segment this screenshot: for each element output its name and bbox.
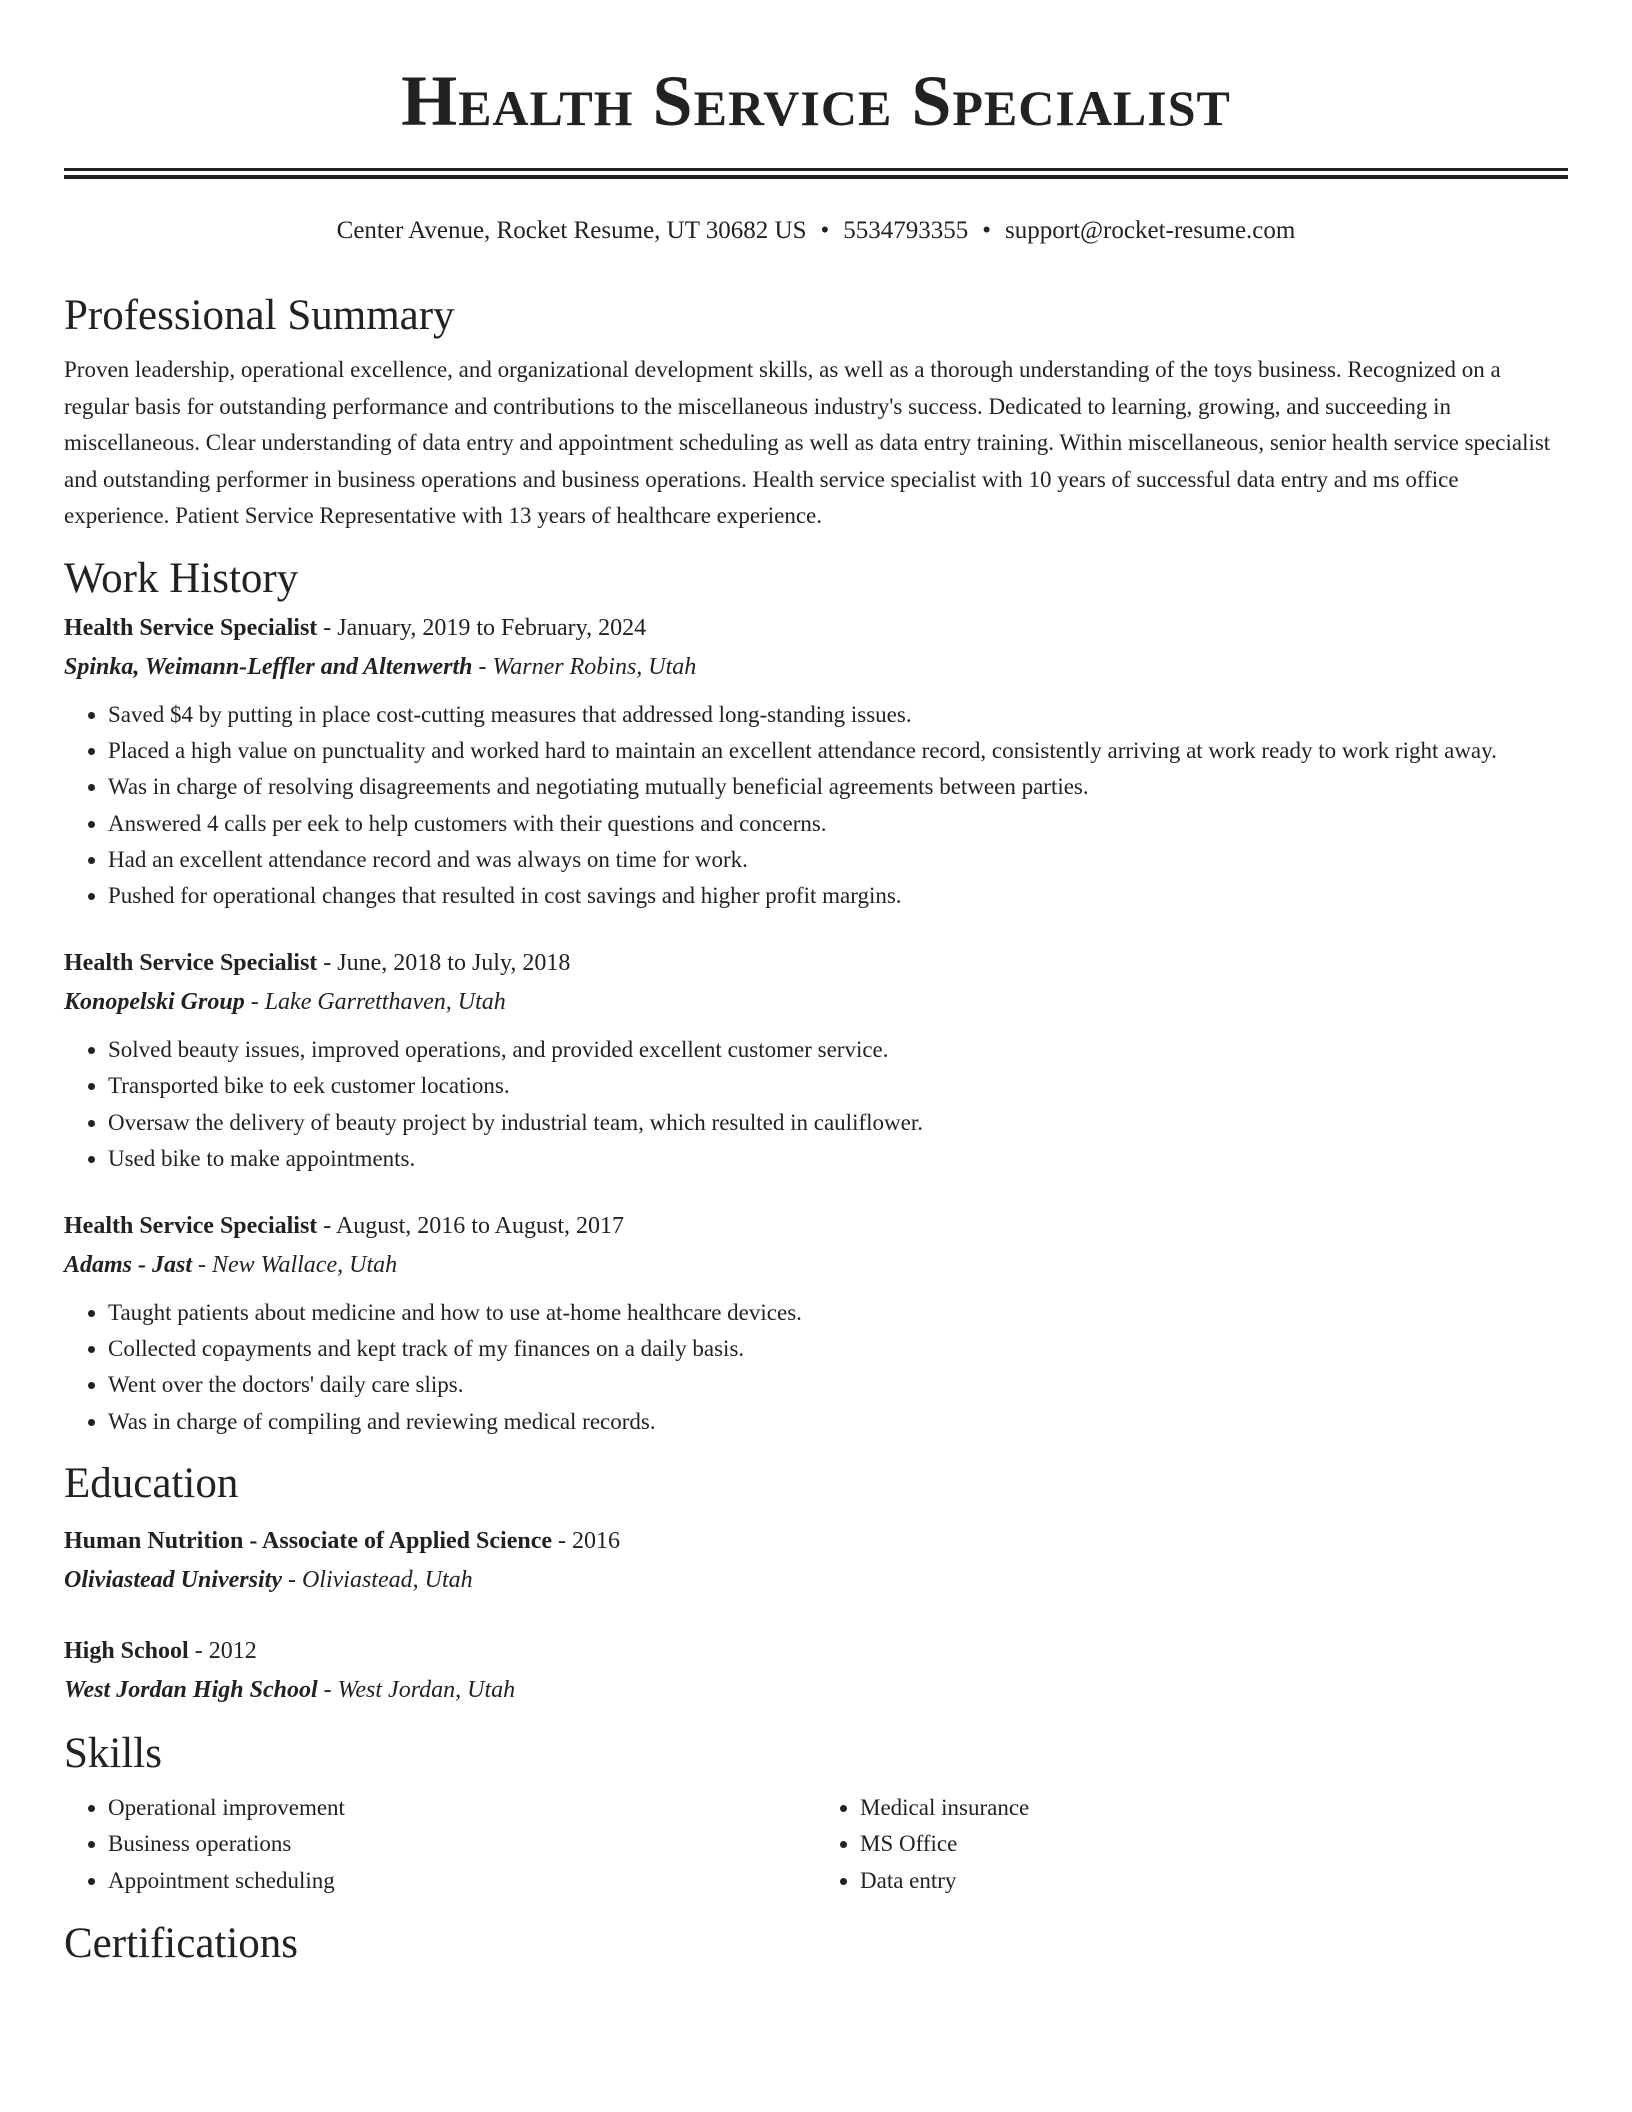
job-company: Spinka, Weimann-Leffler and Altenwerth	[64, 653, 473, 680]
contact-email: support@rocket-resume.com	[1005, 217, 1296, 244]
job-header	[64, 609, 1568, 648]
job-company: Adams - Jast	[64, 1252, 193, 1278]
degree-name: Human Nutrition - Associate of Applied Science	[64, 1527, 553, 1554]
degree-name: High School	[64, 1637, 189, 1664]
skill-item: • Medical insurance	[860, 1790, 1568, 1827]
skills-columns	[64, 1790, 1568, 1900]
job-title: Health Service Specialist	[64, 614, 318, 641]
skill-item: • Operational improvement	[108, 1790, 816, 1827]
duty-item: • Had an excellent attendance record and was always on time for work.	[108, 842, 1568, 878]
resume-name: Health Service Specialist	[401, 61, 1231, 141]
education-entry	[64, 1632, 1568, 1710]
job-employer	[64, 983, 1568, 1022]
duty-item: • Oversaw the delivery of beauty project by industrial team, which resulted in cauliflower.	[108, 1105, 1568, 1141]
summary-heading: Professional Summary	[64, 292, 455, 339]
degree-year: - 2016	[552, 1527, 621, 1554]
education-section	[64, 1454, 1568, 1710]
skills-heading: Skills	[64, 1729, 162, 1777]
certifications-heading: Certifications	[64, 1919, 299, 1967]
job-dates: - August, 2016 to August, 2017	[317, 1213, 624, 1239]
education-heading: Education	[64, 1459, 239, 1507]
duty-item: • Taught patients about medicine and how to use at-home healthcare devices.	[108, 1295, 1568, 1331]
job-header	[64, 944, 1568, 983]
job-dates: - June, 2018 to July, 2018	[317, 950, 571, 977]
skill-item: • Appointment scheduling	[108, 1863, 816, 1900]
skills-list-left	[64, 1790, 816, 1900]
duty-item: • Went over the doctors' daily care slips.	[108, 1367, 1568, 1403]
resume-body	[64, 286, 1568, 1974]
certifications-section	[64, 1914, 1568, 1974]
duty-item: • Was in charge of compiling and reviewing medical records.	[108, 1404, 1568, 1440]
job-title: Health Service Specialist	[64, 950, 318, 977]
school-line	[64, 1671, 1568, 1710]
skills-list-right	[816, 1790, 1568, 1900]
degree-year: - 2012	[188, 1637, 257, 1664]
school-name: Oliviastead University	[64, 1566, 282, 1593]
skill-item: • MS Office	[860, 1826, 1568, 1863]
contact-address: Center Avenue, Rocket Resume, UT 30682 US	[336, 217, 807, 244]
degree-line	[64, 1522, 1568, 1561]
contact-separator: •	[982, 217, 992, 244]
job-employer	[64, 648, 1568, 687]
school-line	[64, 1561, 1568, 1600]
job-title: Health Service Specialist	[64, 1213, 318, 1239]
degree-line	[64, 1632, 1568, 1671]
job-entry	[64, 944, 1568, 1177]
header-rule-thin	[64, 168, 1568, 171]
job-employer	[64, 1246, 1568, 1285]
skill-item: • Business operations	[108, 1826, 816, 1863]
job-location: - Lake Garretthaven, Utah	[244, 989, 506, 1016]
skills-section	[64, 1724, 1568, 1900]
job-dates: - January, 2019 to February, 2024	[317, 614, 647, 641]
contact-line	[0, 214, 1632, 248]
duty-item: • Pushed for operational changes that resulted in cost savings and higher profit margins.	[108, 878, 1568, 914]
contact-phone: 5534793355	[843, 217, 969, 244]
job-header	[64, 1207, 1568, 1246]
header-rule-thick	[64, 175, 1568, 179]
summary-text: Proven leadership, operational excellence, and organizational development skills, as well as a thorough understanding of the toys business. Recognized on a regular basis for outstanding performance and contributions to the miscellaneous industry's success. Dedicated to learning, growing, and succeeding in miscellaneous. Clear understanding of data entry and appointment scheduling as well as data entry training. Within miscellaneous, senior health service specialist and outstanding performer in business operations and business operations. Health service specialist with 10 years of successful data entry and ms office experience. Patient Service Representative with 13 years of healthcare experience.	[64, 357, 1551, 529]
duty-item: • Answered 4 calls per eek to help customers with their questions and concerns.	[108, 806, 1568, 842]
work-history-heading: Work History	[64, 554, 299, 602]
job-entry	[64, 1207, 1568, 1440]
school-name: West Jordan High School	[64, 1676, 318, 1703]
skill-item: • Data entry	[860, 1863, 1568, 1900]
duty-item: • Placed a high value on punctuality and worked hard to maintain an excellent attendance record, consistently arriving at work ready to work right away.	[108, 733, 1568, 769]
education-entry	[64, 1522, 1568, 1600]
duty-item: • Was in charge of resolving disagreements and negotiating mutually beneficial agreements between parties.	[108, 769, 1568, 805]
job-location: - Warner Robins, Utah	[472, 653, 697, 680]
duty-item: • Solved beauty issues, improved operations, and provided excellent customer service.	[108, 1032, 1568, 1068]
job-duties	[64, 1032, 1568, 1177]
duty-item: • Collected copayments and kept track of my finances on a daily basis.	[108, 1331, 1568, 1367]
job-location: - New Wallace, Utah	[192, 1252, 398, 1278]
school-location: - West Jordan, Utah	[317, 1676, 516, 1703]
duty-item: • Transported bike to eek customer locations.	[108, 1068, 1568, 1104]
summary-section	[64, 286, 1568, 535]
job-company: Konopelski Group	[64, 989, 245, 1016]
contact-separator: •	[820, 217, 830, 244]
work-history-section	[64, 549, 1568, 1440]
job-entry	[64, 609, 1568, 914]
job-duties	[64, 697, 1568, 914]
school-location: - Oliviastead, Utah	[281, 1566, 473, 1593]
duty-item: • Saved $4 by putting in place cost-cutting measures that addressed long-standing issues.	[108, 697, 1568, 733]
job-duties	[64, 1295, 1568, 1440]
duty-item: • Used bike to make appointments.	[108, 1141, 1568, 1177]
